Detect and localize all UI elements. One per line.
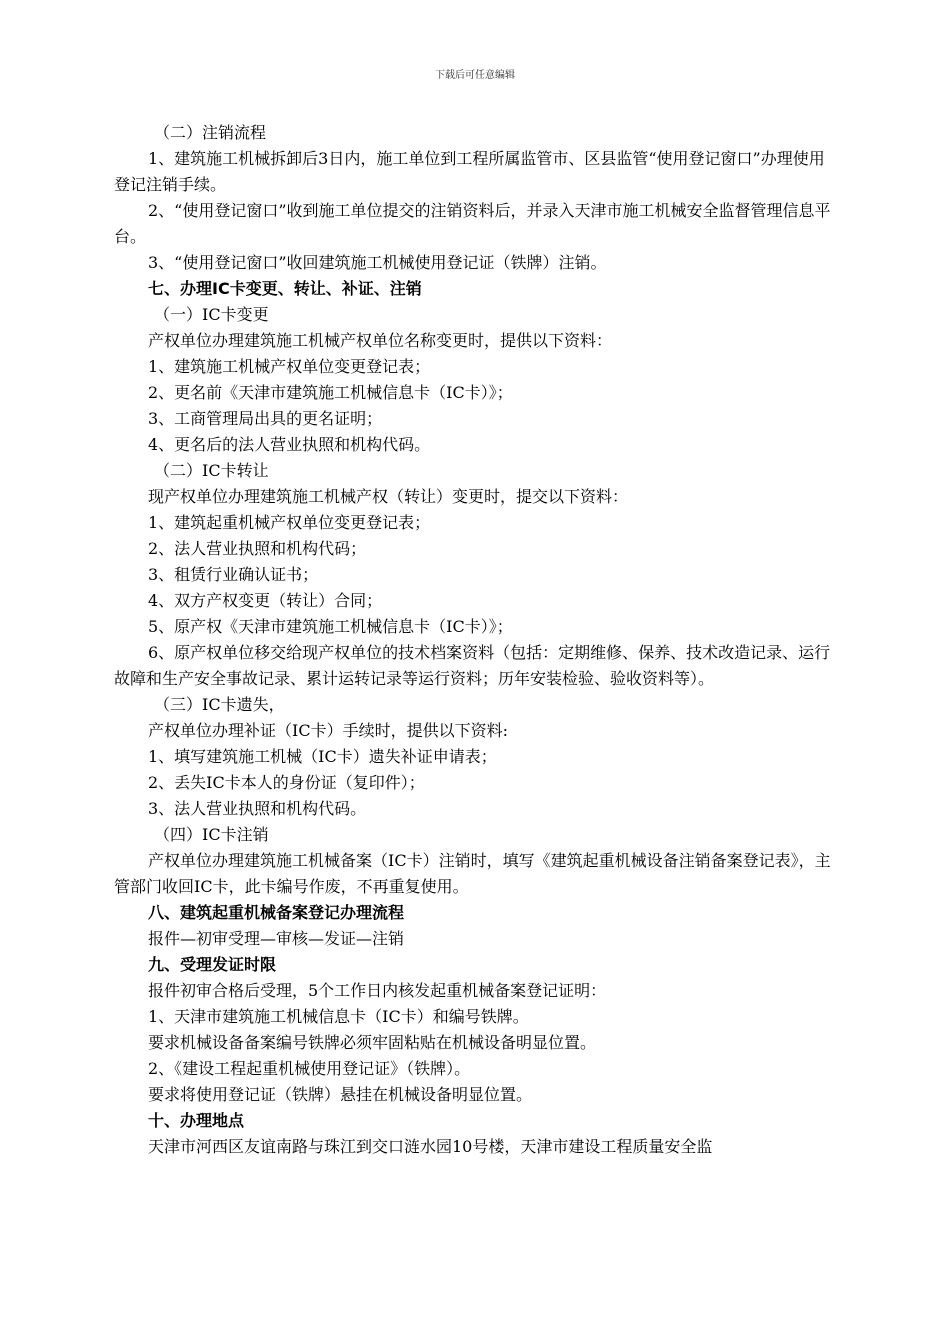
paragraph: 3、租赁行业确认证书； xyxy=(148,565,319,584)
paragraph: 要求将使用登记证（铁牌）悬挂在机械设备明显位置。 xyxy=(148,1085,533,1104)
paragraph: 4、双方产权变更（转让）合同； xyxy=(148,591,383,610)
paragraph: （三）IC卡遗失， xyxy=(154,695,285,714)
paragraph: 2、《建设工程起重机械使用登记证》（铁牌）。 xyxy=(148,1059,471,1078)
paragraph: 2、丢失IC卡本人的身份证（复印件）； xyxy=(148,773,425,792)
section-heading: 八、建筑起重机械备案登记办理流程 xyxy=(148,903,405,922)
paragraph: 报件—初审受理—审核—发证—注销 xyxy=(148,929,405,948)
paragraph: 3、“使用登记窗口”收回建筑施工机械使用登记证（铁牌）注销。 xyxy=(148,253,607,272)
paragraph: 3、工商管理局出具的更名证明； xyxy=(148,409,383,428)
paragraph: （一）IC卡变更 xyxy=(154,305,269,324)
paragraph: 4、更名后的法人营业执照和机构代码。 xyxy=(148,435,431,454)
paragraph: 3、法人营业执照和机构代码。 xyxy=(148,799,367,818)
paragraph: 5、原产权《天津市建筑施工机械信息卡（IC卡）》； xyxy=(148,617,513,636)
paragraph: 2、更名前《天津市建筑施工机械信息卡（IC卡）》； xyxy=(148,383,513,402)
paragraph: 产权单位办理建筑施工机械产权单位名称变更时，提供以下资料： xyxy=(148,331,613,350)
paragraph: 现产权单位办理建筑施工机械产权（转让）变更时，提交以下资料： xyxy=(148,487,629,506)
paragraph: 2、“使用登记窗口”收到施工单位提交的注销资料后，并录入天津市施工机械安全监督管理信息平台。 xyxy=(114,201,831,246)
paragraph: 要求机械设备备案编号铁牌必须牢固粘贴在机械设备明显位置。 xyxy=(148,1033,597,1052)
section-heading: 十、办理地点 xyxy=(148,1111,245,1130)
paragraph: 产权单位办理补证（IC卡）手续时，提供以下资料: xyxy=(148,721,508,740)
paragraph: （二）IC卡转让 xyxy=(154,461,269,480)
paragraph: 产权单位办理建筑施工机械备案（IC卡）注销时，填写《建筑起重机械设备注销备案登记表》，主管部门收回IC卡，此卡编号作废，不再重复使用。 xyxy=(114,851,831,896)
paragraph: 1、天津市建筑施工机械信息卡（IC卡）和编号铁牌。 xyxy=(148,1007,529,1026)
paragraph: （二）注销流程 xyxy=(154,123,267,142)
paragraph: 1、建筑起重机械产权单位变更登记表； xyxy=(148,513,431,532)
paragraph: 报件初审合格后受理，5个工作日内核发起重机械备案登记证明： xyxy=(148,981,607,1000)
paragraph: 6、原产权单位移交给现产权单位的技术档案资料（包括：定期维修、保养、技术改造记录、运行故障和生产安全事故记录、累计运转记录等运行资料；历年安装检验、验收资料等）。 xyxy=(114,643,831,688)
paragraph: （四）IC卡注销 xyxy=(154,825,269,844)
page-header: 下载后可任意编辑 xyxy=(435,70,515,81)
document-body xyxy=(114,120,840,1160)
paragraph: 1、建筑施工机械拆卸后3日内，施工单位到工程所属监管市、区县监管“使用登记窗口”办理使用登记注销手续。 xyxy=(114,149,825,194)
paragraph: 天津市河西区友谊南路与珠江到交口涟水园10号楼，天津市建设工程质量安全监 xyxy=(148,1137,713,1156)
paragraph: 2、法人营业执照和机构代码； xyxy=(148,539,367,558)
section-heading: 九、受理发证时限 xyxy=(148,955,277,974)
paragraph: 1、建筑施工机械产权单位变更登记表； xyxy=(148,357,431,376)
paragraph: 1、填写建筑施工机械（IC卡）遗失补证申请表； xyxy=(148,747,497,766)
section-heading: 七、办理IC卡变更、转让、补证、注销 xyxy=(148,279,422,298)
